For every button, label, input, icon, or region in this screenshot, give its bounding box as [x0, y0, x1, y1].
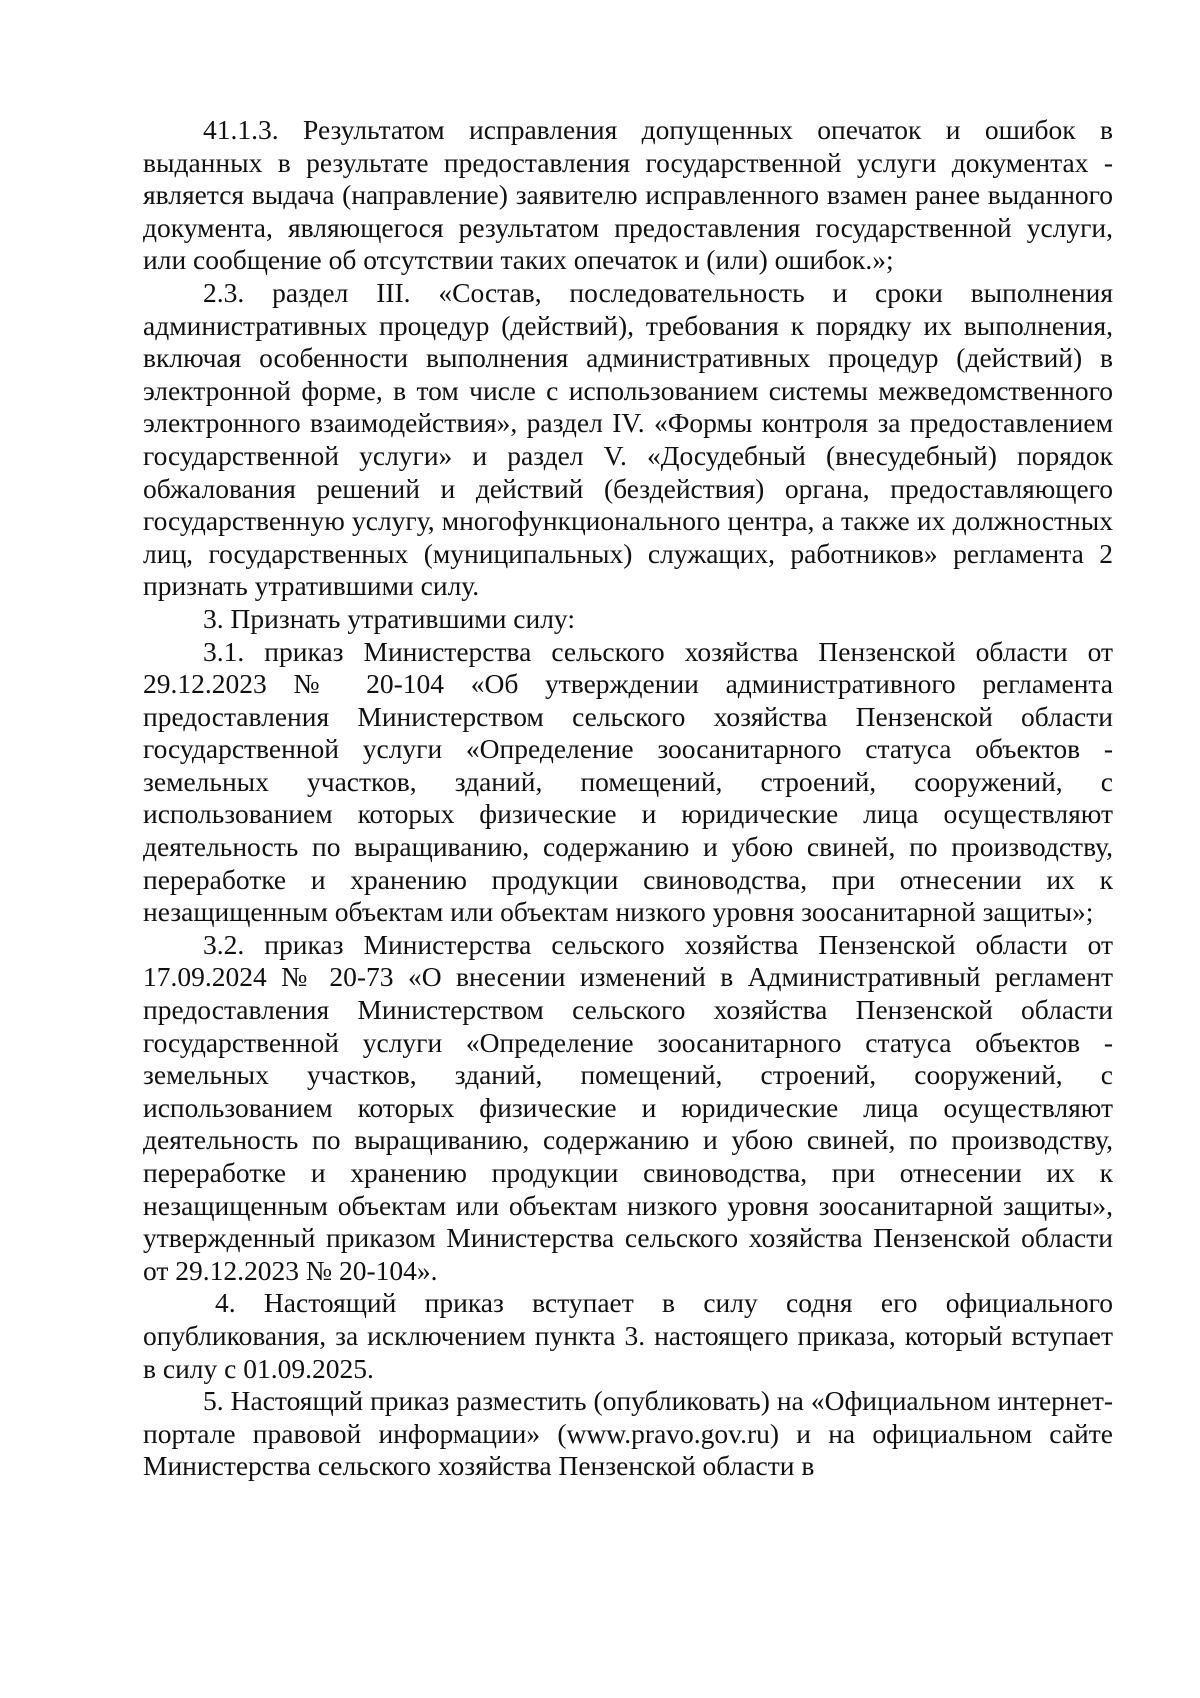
paragraph-3: 3. Признать утратившими силу:: [203, 602, 575, 634]
paragraph-3-2: 3.2. приказ Министерства сельского хозяйства Пензенской области от 17.09.2024 № 20-73 «О внесении изменений в Административный регламент предоставления Министерством сельского хозяйства Пензенской области государственной услуги «Определение зоосанитарного статуса объектов - земельных участков, зданий, помещений, строений, сооружений, с использованием которых физические и юридические лица осуществляют деятельность по выращиванию, содержанию и убою свиней, по производству, переработке и хранению продукции свиноводства, при отнесении их к незащищенным объектам или объектам низкого уровня зоосанитарной защиты», утвержденный приказом Министерства сельского хозяйства Пензенской области от 29.12.2023 № 20-104».: [143, 928, 1113, 1286]
document-body: [143, 114, 1113, 1483]
paragraph-5: 5. Настоящий приказ разместить (опубликовать) на «Официальном интернет-портале правовой информации» (www.pravo.gov.ru) и на официальном сайте Министерства сельского хозяйства Пензенской области в: [143, 1385, 1113, 1482]
paragraph-4: 4. Настоящий приказ вступает в силу содня его официального опубликования, за исключением пункта 3. настоящего приказа, который вступает в силу с 01.09.2025.: [143, 1287, 1113, 1384]
paragraph-3-1: 3.1. приказ Министерства сельского хозяйства Пензенской области от 29.12.2023 № 20-104 «Об утверждении административного регламента предоставления Министерством сельского хозяйства Пензенской области государственной услуги «Определение зоосанитарного статуса объектов - земельных участков, зданий, помещений, строений, сооружений, с использованием которых физические и юридические лица осуществляют деятельность по выращиванию, содержанию и убою свиней, по производству, переработке и хранению продукции свиноводства, при отнесении их к незащищенным объектам или объектам низкого уровня зоосанитарной защиты»;: [143, 635, 1113, 928]
paragraph-41-1-3: 41.1.3. Результатом исправления допущенных опечаток и ошибок в выданных в результате предоставления государственной услуги документах - является выдача (направление) заявителю исправленного взамен ранее выданного документа, являющегося результатом предоставления государственной услуги, или сообщение об отсутствии таких опечаток и (или) ошибок.»;: [143, 114, 1113, 276]
paragraph-2-3: 2.3. раздел III. «Состав, последовательность и сроки выполнения административных процедур (действий), требования к порядку их выполнения, включая особенности выполнения административных процедур (действий) в электронной форме, в том числе с использованием системы межведомственного электронного взаимодействия», раздел IV. «Формы контроля за предоставлением государственной услуги» и раздел V. «Досудебный (внесудебный) порядок обжалования решений и действий (бездействия) органа, предоставляющего государственную услугу, многофункционального центра, а также их должностных лиц, государственных (муниципальных) служащих, работников» регламента 2 признать утратившими силу.: [143, 276, 1113, 602]
